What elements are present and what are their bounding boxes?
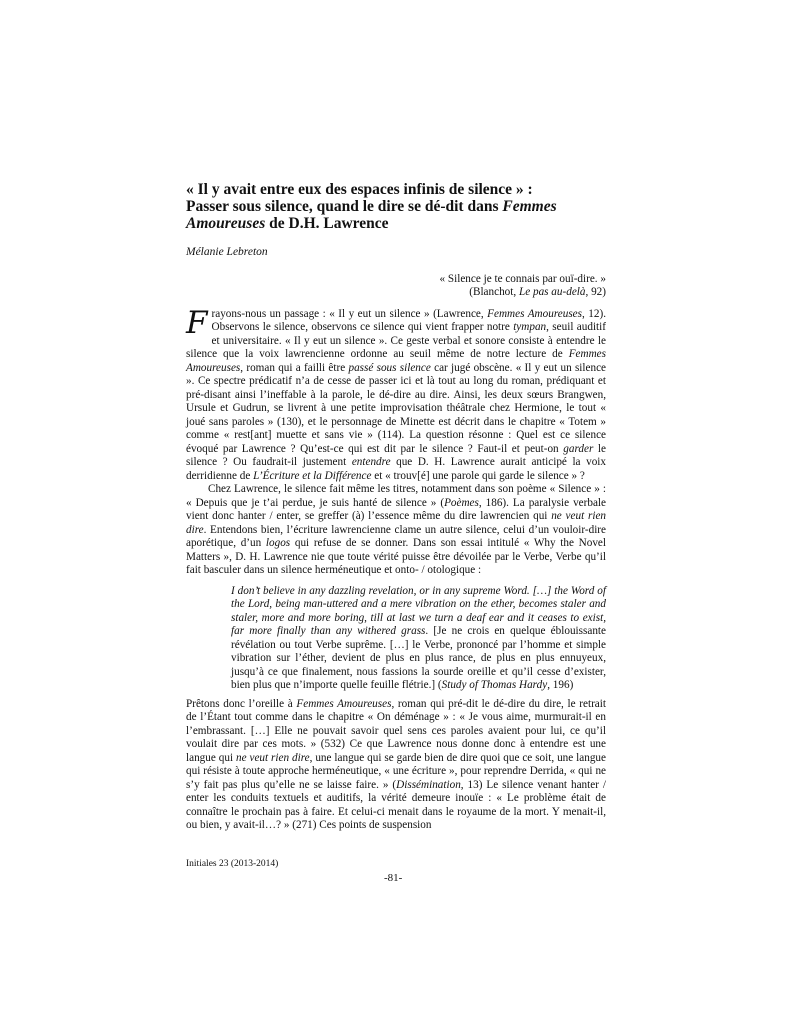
quote-source-work: Study of Thomas Hardy [441, 679, 548, 691]
epigraph-quote: « Silence je te connais par ouï-dire. » [439, 272, 606, 285]
italic-run: tympan [513, 321, 547, 333]
italic-run: L’Écriture et la Différence [253, 469, 372, 482]
italic-run: Femmes Amoureuses [487, 307, 582, 320]
text-run: le silence ? Ou faudrait-il justement [186, 442, 606, 468]
text-run: qui refuse de se donner. Dans son essai intitulé « Why the Novel Matters », D. H. Lawrence nie que toute vérité puisse être dévoilée par le Verbe, Verbe qu’il fait basculer dans un silence herméneutique et onto- / otologique : [186, 537, 606, 576]
text-run: , 186). La paralysie verbale vient donc hanter / enter, se greffer (à) l’essence même du dire lawrencien qui [186, 496, 606, 522]
text-run: . Entendons bien, l’écriture lawrencienne clame un autre silence, celui d’un vouloir-dire aporétique, d’un [186, 523, 606, 549]
title-line-1: « Il y avait entre eux des espaces infinis de silence » : [186, 181, 533, 198]
quote-original: I don’t believe in any dazzling revelation, or in any supreme Word. […] the Word of the Lord, being man-uttered and a mere vibration on the ether, becomes staler and staler, more and more boring, till at last we turn a deaf ear and it ceases to exist, far more finally than any withered grass [231, 584, 606, 637]
italic-run: ne veut rien dire [235, 751, 310, 764]
text-run: , 12). Observons le silence, observons ce silence qui vient frapper notre [211, 307, 606, 333]
italic-run: Femmes Amoureuses [186, 348, 606, 374]
drop-cap: F [186, 304, 208, 341]
text-run: , roman qui pré-dit le dé-dire du dire, le retrait de l’Étant tout comme dans le chapitre « On déménage » : « Je vous aime, murmurait-il en l’embrassant. […] Elle ne pouvait savoir quel sens ces paroles avaient pour lui, ce qu’il voulait dire par ces mots. » (532) Ce que Lawrence nous donne donc à entendre est une langue qui [186, 697, 606, 764]
text-run: rayons-nous un passage : « Il y eut un silence » (Lawrence, [211, 307, 488, 320]
paragraph-3 [186, 698, 606, 833]
block-quote [231, 585, 606, 693]
article [186, 181, 606, 833]
text-run: et « trouv[é] une parole qui garde le silence » ? [371, 469, 585, 482]
epigraph-source-work: Le pas au-delà [518, 286, 586, 298]
italic-run: passé sous silence [348, 361, 431, 374]
italic-run: Dissémination [396, 778, 461, 791]
text-run: , seuil auditif et universitaire. « Il y eut un silence ». Ce geste verbal et sonore consiste à entendre le silence que la voix lawrencienne ordonne au seuil même de notre lecture de [186, 321, 606, 360]
text-run: , une langue qui se garde bien de dire quoi que ce soit, une langue qui résiste à toute approche herméneutique, « une écriture », pour reprendre Derrida, « qui ne s’y fait pas plus qu’elle ne se laisse faire. » ( [186, 751, 606, 791]
page-number: -81- [384, 872, 403, 884]
quote-source-page: , 196) [547, 679, 574, 691]
title-line-2: Passer sous silence, quand le dire se dé-dit dans [186, 198, 503, 215]
text-run: , roman qui a failli être [240, 361, 349, 374]
title-work-part-2: Amoureuses [186, 215, 266, 232]
title-line-3: de D.H. Lawrence [265, 215, 389, 232]
text-run: Chez Lawrence, le silence fait même les titres, notamment dans son poème « Silence » : « Depuis que je t’ai perdue, je suis hanté de silence » ( [186, 483, 606, 509]
article-title [186, 181, 606, 232]
epigraph [186, 273, 606, 300]
italic-run: ne veut rien dire [186, 510, 606, 536]
text-run: que D. H. Lawrence aurait anticipé la voix derridienne de [186, 456, 606, 482]
italic-run: logos [265, 537, 291, 549]
epigraph-source-author: (Blanchot, [469, 286, 519, 298]
text-run: , 13) Le silence venant hanter / enter les conduits textuels et auditifs, la vérité demeure inouïe : « Le problème était de connaître le prochain pas à faire. Et celui-ci menait dans le royaume de la mort. Y menait-il, ou bien, y avait-il…? » (271) Ces points de suspension [186, 778, 607, 831]
italic-run: garder [563, 442, 594, 455]
title-work-part-1: Femmes [502, 198, 557, 215]
epigraph-source-page: , 92) [585, 286, 606, 298]
epigraph-source [186, 286, 606, 300]
journal-footer: Initiales 23 (2013-2014) [186, 859, 279, 869]
paragraph-2 [186, 483, 606, 578]
paragraph-1 [186, 304, 607, 484]
author-name: Mélanie Lebreton [186, 246, 268, 258]
text-run: Prêtons donc l’oreille à [186, 697, 297, 710]
italic-run: Poèmes [444, 496, 479, 509]
italic-run: entendre [351, 456, 391, 468]
text-run: car jugé obscène. « Il y eut un silence ». Ce spectre prédicatif n’a de cesse de passer ici et là tout au long du roman, prédiquant et pré-disant ainsi l’ineffable à la parole, le dé-dire au dire. Ainsi, les deux sœurs Brangwen, Ursule et Gudrun, se livrent à une petite improvisation théâtrale chez Hermione, le tout « joué sans paroles » (130), et le personnage de Minette est décrit dans le chapitre « Totem » comme « rest[ant] muette et sans vie » (114). La question résonne : Quel est ce silence évoqué par Lawrence ? Qu’est-ce qui est dit par le silence ? Faut-il et peut-on [186, 361, 607, 455]
italic-run: Femmes Amoureuses [296, 697, 392, 710]
quote-translation: . [Je ne crois en quelque éblouissante révélation ou tout Verbe suprême. […] le Verbe, prononcé par l’homme et simple vibration sur l’éther, devient de plus en plus rance, de plus en plus ennuyeux, jusqu’à ce que finalement, nous fassions la sourde oreille et qu’il cesse d’exister, bien plus que n’importe quelle feuille flétrie.] ( [231, 625, 606, 691]
